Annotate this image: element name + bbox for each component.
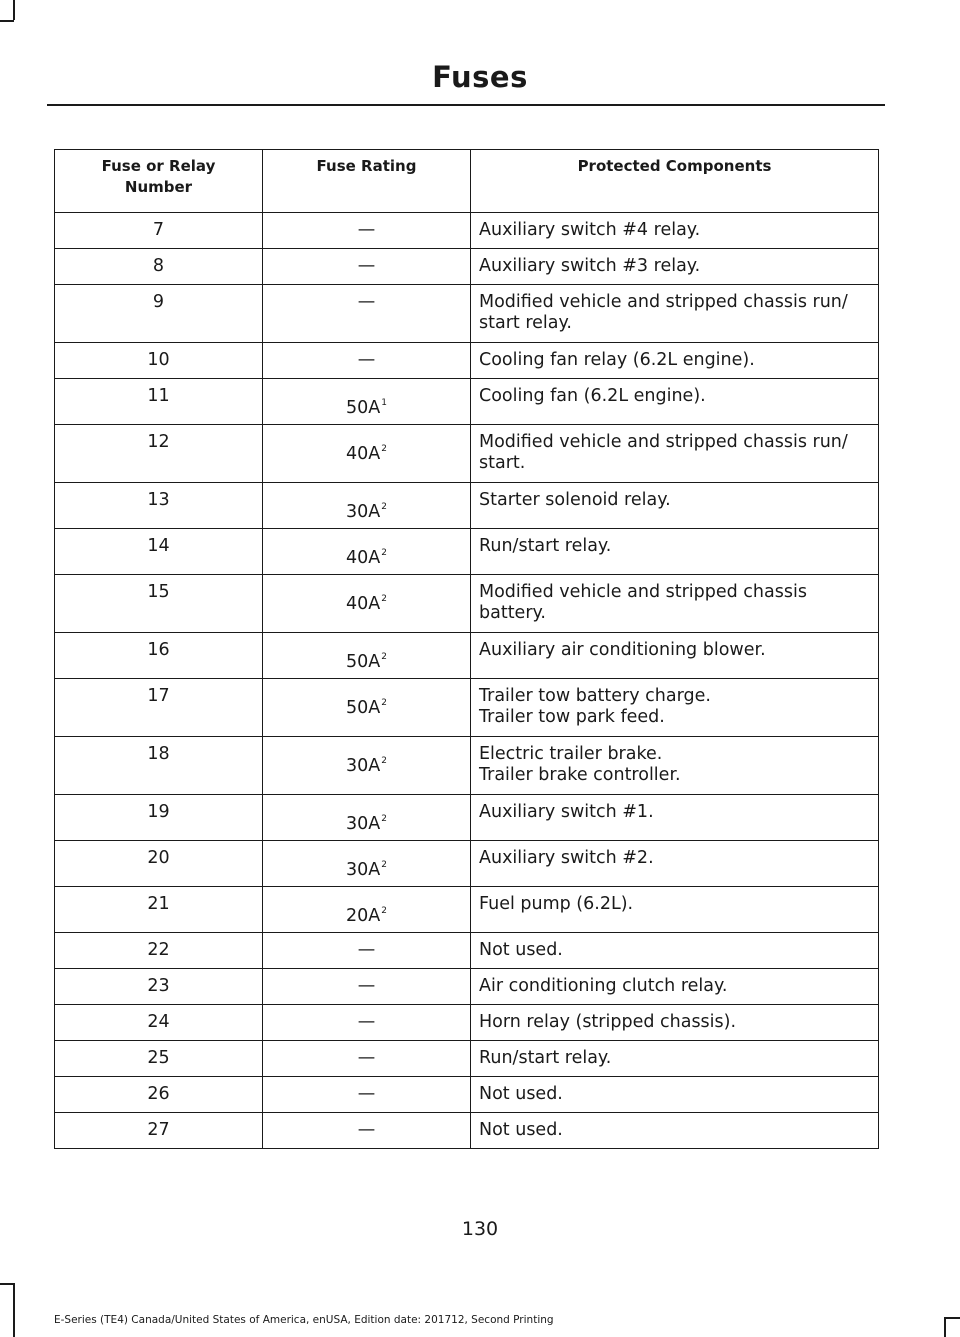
- fuse-rating-cell: [263, 633, 471, 679]
- fuse-rating-cell: [263, 887, 471, 933]
- footnote-marker: 1: [381, 398, 387, 408]
- table-header-row: [55, 150, 879, 213]
- fuse-rating-cell: [263, 425, 471, 483]
- fuse-rating-cell: [263, 1005, 471, 1041]
- component-text: battery.: [479, 603, 546, 623]
- fuse-number-cell: 24: [55, 1005, 263, 1041]
- table-row: [55, 575, 879, 633]
- fuse-rating-cell: [263, 969, 471, 1005]
- fuse-rating-value: 40A: [346, 593, 381, 614]
- table-row: [55, 249, 879, 285]
- component-text: Not used.: [479, 1084, 563, 1104]
- fuse-number-cell: 26: [55, 1077, 263, 1113]
- component-text: Starter solenoid relay.: [479, 490, 671, 510]
- page-number: 130: [461, 1218, 499, 1240]
- component-text: Cooling fan relay (6.2L engine).: [479, 350, 755, 370]
- table-row: [55, 679, 879, 737]
- protected-components-cell: [471, 213, 879, 249]
- table-row: [55, 737, 879, 795]
- fuse-number-cell: 19: [55, 795, 263, 841]
- component-text: Trailer tow park feed.: [479, 707, 665, 727]
- component-text: Not used.: [479, 940, 563, 960]
- fuse-rating-cell: [263, 737, 471, 795]
- protected-components-cell: [471, 343, 879, 379]
- fuse-number-cell: 17: [55, 679, 263, 737]
- fuse-rating-cell: [263, 933, 471, 969]
- component-text: Auxiliary switch #3 relay.: [479, 256, 701, 276]
- footnote-marker: 2: [381, 444, 387, 454]
- fuse-rating-value: —: [357, 940, 376, 960]
- fuse-number-cell: 22: [55, 933, 263, 969]
- fuse-rating-cell: [263, 1077, 471, 1113]
- fuse-number-cell: 12: [55, 425, 263, 483]
- component-text: Trailer tow battery charge.: [479, 686, 711, 706]
- protected-components-cell: [471, 679, 879, 737]
- fuse-number-cell: 11: [55, 379, 263, 425]
- protected-components-cell: [471, 1077, 879, 1113]
- fuse-rating-cell: [263, 343, 471, 379]
- fuse-number-cell: 8: [55, 249, 263, 285]
- component-text: Run/start relay.: [479, 1048, 612, 1068]
- footnote-marker: 2: [381, 860, 387, 870]
- component-text: Auxiliary switch #4 relay.: [479, 220, 701, 240]
- component-text: Modified vehicle and stripped chassis run/: [479, 292, 848, 312]
- fuse-rows: [55, 213, 879, 1149]
- footnote-marker: 2: [381, 548, 387, 558]
- fuse-number-cell: 25: [55, 1041, 263, 1077]
- fuse-rating-value: 30A: [346, 859, 381, 880]
- footnote-marker: 2: [381, 594, 387, 604]
- fuse-number-cell: 7: [55, 213, 263, 249]
- protected-components-cell: [471, 795, 879, 841]
- table-row: [55, 841, 879, 887]
- fuse-rating-cell: [263, 213, 471, 249]
- component-text: Modified vehicle and stripped chassis: [479, 582, 807, 602]
- fuse-rating-value: 50A: [346, 397, 381, 418]
- fuse-rating-cell: [263, 249, 471, 285]
- footnote-marker: 2: [381, 502, 387, 512]
- component-text: Auxiliary switch #1.: [479, 802, 654, 822]
- table-row: [55, 933, 879, 969]
- crop-mark-bottom-left-v: [13, 1283, 15, 1337]
- component-text: Cooling fan (6.2L engine).: [479, 386, 706, 406]
- component-text: start.: [479, 453, 526, 473]
- fuse-number-cell: 14: [55, 529, 263, 575]
- crop-mark-top-left-v: [13, 0, 15, 20]
- header-fuse-rating: Fuse Rating: [263, 150, 471, 213]
- fuse-number-cell: 20: [55, 841, 263, 887]
- component-text: Fuel pump (6.2L).: [479, 894, 634, 914]
- fuse-rating-cell: [263, 679, 471, 737]
- header-protected-components: Protected Components: [471, 150, 879, 213]
- component-text: Auxiliary air conditioning blower.: [479, 640, 766, 660]
- fuse-rating-value: —: [357, 976, 376, 996]
- crop-mark-top-left-h: [0, 20, 14, 22]
- fuse-rating-value: 40A: [346, 443, 381, 464]
- table-row: [55, 1005, 879, 1041]
- fuse-table: [54, 149, 879, 1149]
- table-row: [55, 213, 879, 249]
- table-row: [55, 633, 879, 679]
- table-row: [55, 887, 879, 933]
- footnote-marker: 2: [381, 906, 387, 916]
- table-row: [55, 483, 879, 529]
- fuse-rating-cell: [263, 379, 471, 425]
- component-text: Run/start relay.: [479, 536, 612, 556]
- fuse-number-cell: 18: [55, 737, 263, 795]
- fuse-rating-value: 20A: [346, 905, 381, 926]
- protected-components-cell: [471, 529, 879, 575]
- fuse-number-cell: 10: [55, 343, 263, 379]
- table-row: [55, 795, 879, 841]
- table-row: [55, 1113, 879, 1149]
- fuse-rating-cell: [263, 529, 471, 575]
- protected-components-cell: [471, 249, 879, 285]
- fuse-rating-value: 30A: [346, 813, 381, 834]
- fuse-rating-value: —: [357, 1048, 376, 1068]
- table-row: [55, 969, 879, 1005]
- fuse-number-cell: 23: [55, 969, 263, 1005]
- crop-mark-bottom-left-h: [0, 1283, 14, 1285]
- fuse-rating-cell: [263, 795, 471, 841]
- table-row: [55, 285, 879, 343]
- table-row: [55, 425, 879, 483]
- component-text: start relay.: [479, 313, 572, 333]
- protected-components-cell: [471, 379, 879, 425]
- footnote-marker: 2: [381, 814, 387, 824]
- component-text: Auxiliary switch #2.: [479, 848, 654, 868]
- table-row: [55, 379, 879, 425]
- title-rule: [47, 104, 885, 106]
- fuse-rating-value: 30A: [346, 501, 381, 522]
- protected-components-cell: [471, 887, 879, 933]
- footnote-marker: 2: [381, 756, 387, 766]
- protected-components-cell: [471, 1113, 879, 1149]
- footnote-marker: 2: [381, 698, 387, 708]
- fuse-number-cell: 16: [55, 633, 263, 679]
- fuse-number-cell: 21: [55, 887, 263, 933]
- protected-components-cell: [471, 483, 879, 529]
- fuse-rating-cell: [263, 1041, 471, 1077]
- fuse-rating-value: 40A: [346, 547, 381, 568]
- component-text: Trailer brake controller.: [479, 765, 681, 785]
- fuse-rating-cell: [263, 1113, 471, 1149]
- fuse-rating-cell: [263, 483, 471, 529]
- table-row: [55, 343, 879, 379]
- fuse-rating-value: —: [357, 220, 376, 240]
- footer-text: E-Series (TE4) Canada/United States of America, enUSA, Edition date: 201712, Second Printing: [54, 1314, 554, 1326]
- fuse-number-cell: 27: [55, 1113, 263, 1149]
- table-row: [55, 529, 879, 575]
- protected-components-cell: [471, 425, 879, 483]
- fuse-rating-value: 50A: [346, 697, 381, 718]
- table-row: [55, 1077, 879, 1113]
- protected-components-cell: [471, 633, 879, 679]
- protected-components-cell: [471, 737, 879, 795]
- page-title: Fuses: [432, 60, 528, 94]
- fuse-rating-cell: [263, 575, 471, 633]
- fuse-rating-value: —: [357, 1012, 376, 1032]
- crop-mark-bottom-right-h: [944, 1317, 960, 1319]
- fuse-rating-value: —: [357, 256, 376, 276]
- protected-components-cell: [471, 933, 879, 969]
- protected-components-cell: [471, 285, 879, 343]
- fuse-rating-cell: [263, 285, 471, 343]
- fuse-rating-value: —: [357, 1120, 376, 1140]
- fuse-number-cell: 15: [55, 575, 263, 633]
- protected-components-cell: [471, 841, 879, 887]
- protected-components-cell: [471, 1005, 879, 1041]
- fuse-number-cell: 13: [55, 483, 263, 529]
- component-text: Electric trailer brake.: [479, 744, 663, 764]
- fuse-rating-cell: [263, 841, 471, 887]
- fuse-number-cell: 9: [55, 285, 263, 343]
- fuse-rating-value: —: [357, 1084, 376, 1104]
- header-fuse-number: Fuse or Relay Number: [55, 150, 263, 213]
- crop-mark-bottom-right-v: [944, 1317, 946, 1337]
- component-text: Horn relay (stripped chassis).: [479, 1012, 737, 1032]
- protected-components-cell: [471, 1041, 879, 1077]
- fuse-rating-value: —: [357, 292, 376, 312]
- table-row: [55, 1041, 879, 1077]
- protected-components-cell: [471, 575, 879, 633]
- fuse-rating-value: 30A: [346, 755, 381, 776]
- component-text: Not used.: [479, 1120, 563, 1140]
- component-text: Air conditioning clutch relay.: [479, 976, 728, 996]
- footnote-marker: 2: [381, 652, 387, 662]
- fuse-rating-value: 50A: [346, 651, 381, 672]
- fuse-rating-value: —: [357, 350, 376, 370]
- protected-components-cell: [471, 969, 879, 1005]
- component-text: Modified vehicle and stripped chassis run/: [479, 432, 848, 452]
